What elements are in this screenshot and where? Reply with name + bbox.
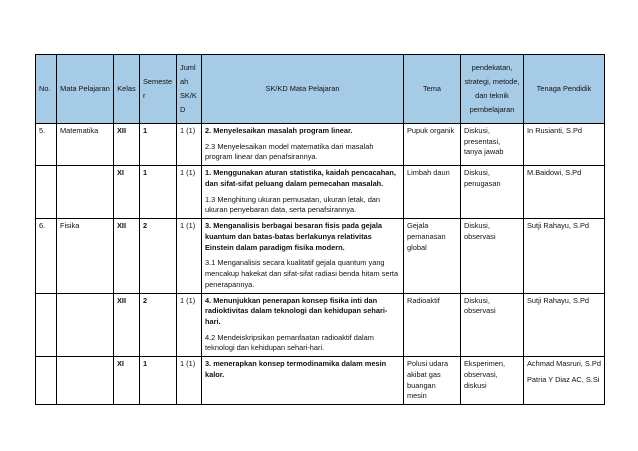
cell-mata-pelajaran	[57, 166, 114, 219]
cell-kelas: XII	[114, 219, 140, 293]
cell-no	[36, 166, 57, 219]
cell-skkd	[202, 293, 404, 357]
cell-tenaga-pendidik: In Rusianti, S.Pd	[524, 124, 605, 166]
table-row	[36, 357, 605, 405]
kompetensi-dasar: 3.1 Menganalisis secara kualitatif gejala quantum yang mencakup hakekat dan sifat-sifat radiasi benda hitam serta penerapannya.	[205, 258, 399, 289]
kompetensi-dasar: 2.3 Menyelesaikan model matematika dari masalah program linear dan penafsirannya.	[205, 141, 374, 162]
cell-mata-pelajaran	[57, 357, 114, 405]
cell-pendekatan: Diskusi, presentasi, tanya jawab	[461, 124, 524, 166]
tenaga-pendidik-name: Patria Y Diaz AC, S.Si	[527, 374, 600, 384]
cell-no: 6.	[36, 219, 57, 293]
table-header-row	[36, 55, 605, 124]
cell-tenaga-pendidik	[524, 357, 605, 405]
standar-kompetensi: 1. Menggunakan aturan statistika, kaidah pencacahan, dan sifat-sifat peluang dalam pemecahan masalah.	[205, 168, 396, 188]
cell-mata-pelajaran	[57, 293, 114, 357]
cell-mata-pelajaran: Matematika	[57, 124, 114, 166]
cell-skkd	[202, 219, 404, 293]
header-jumlah-skkd: Jumlah SK/KD	[177, 55, 202, 124]
cell-jumlah: 1 (1)	[177, 293, 202, 357]
cell-tema: Pupuk organik	[404, 124, 461, 166]
cell-skkd	[202, 166, 404, 219]
cell-tema: Gejala pemanasan global	[404, 219, 461, 293]
header-tenaga-pendidik: Tenaga Pendidik	[524, 55, 605, 124]
standar-kompetensi: 4. Menunjukkan penerapan konsep fisika inti dan radioktivitas dalam teknologi dan kehidupan sehari-hari.	[205, 295, 388, 327]
cell-pendekatan: Diskusi, observasi	[461, 219, 524, 293]
cell-semester: 2	[140, 293, 177, 357]
cell-jumlah: 1 (1)	[177, 166, 202, 219]
table-row	[36, 124, 605, 166]
kompetensi-dasar: 4.2 Mendeiskripsikan pemanfaatan radioaktif dalam teknologi dan kehidupan sehari-hari.	[205, 332, 374, 353]
cell-tenaga-pendidik: M.Baidowi, S.Pd	[524, 166, 605, 219]
header-mata-pelajaran: Mata Pelajaran	[57, 55, 114, 124]
cell-tenaga-pendidik: Sutji Rahayu, S.Pd	[524, 293, 605, 357]
kompetensi-dasar: 1.3 Menghitung ukuran pemusatan, ukuran letak, dan ukuran penyebaran data, serta penafsirannya.	[205, 194, 381, 215]
tenaga-pendidik-name: Achmad Masruri, S.Pd	[527, 359, 601, 369]
header-semester: Semester	[140, 55, 177, 124]
standar-kompetensi: 2. Menyelesaikan masalah program linear.	[205, 126, 353, 135]
cell-semester: 1	[140, 166, 177, 219]
cell-semester: 2	[140, 219, 177, 293]
table-row	[36, 219, 605, 293]
cell-kelas: XI	[114, 166, 140, 219]
cell-kelas: XII	[114, 124, 140, 166]
header-kelas: Kelas	[114, 55, 140, 124]
header-tema: Tema	[404, 55, 461, 124]
cell-kelas: XII	[114, 293, 140, 357]
cell-jumlah: 1 (1)	[177, 357, 202, 405]
cell-tema: Polusi udara akibat gas buangan mesin	[404, 357, 461, 405]
header-pendekatan: pendekatan, strategi, metode, dan teknik pembelajaran	[461, 55, 524, 124]
cell-pendekatan: Eksperimen, observasi, diskusi	[461, 357, 524, 405]
curriculum-table	[35, 54, 605, 405]
cell-no: 5.	[36, 124, 57, 166]
standar-kompetensi: 3. Menganalisis berbagai besaran fisis pada gejala kuantum dan batas-batas berlakunya relativitas Einstein dalam paradigm fisika modern.	[205, 221, 383, 252]
cell-kelas: XI	[114, 357, 140, 405]
header-skkd-mata-pelajaran: SK/KD Mata Pelajaran	[202, 55, 404, 124]
cell-jumlah: 1 (1)	[177, 219, 202, 293]
cell-tenaga-pendidik: Sutji Rahayu, S.Pd	[524, 219, 605, 293]
cell-pendekatan: Diskusi, penugasan	[461, 166, 524, 219]
header-no: No.	[36, 55, 57, 124]
cell-skkd	[202, 357, 404, 405]
cell-semester: 1	[140, 124, 177, 166]
cell-tema: Radioaktif	[404, 293, 461, 357]
cell-no	[36, 357, 57, 405]
table-row	[36, 166, 605, 219]
cell-skkd	[202, 124, 404, 166]
standar-kompetensi: 3. menerapkan konsep termodinamika dalam mesin kalor.	[205, 359, 387, 379]
cell-jumlah: 1 (1)	[177, 124, 202, 166]
cell-no	[36, 293, 57, 357]
cell-pendekatan: Diskusi, observasi	[461, 293, 524, 357]
cell-mata-pelajaran: Fisika	[57, 219, 114, 293]
cell-semester: 1	[140, 357, 177, 405]
table-row	[36, 293, 605, 357]
cell-tema: Limbah daun	[404, 166, 461, 219]
